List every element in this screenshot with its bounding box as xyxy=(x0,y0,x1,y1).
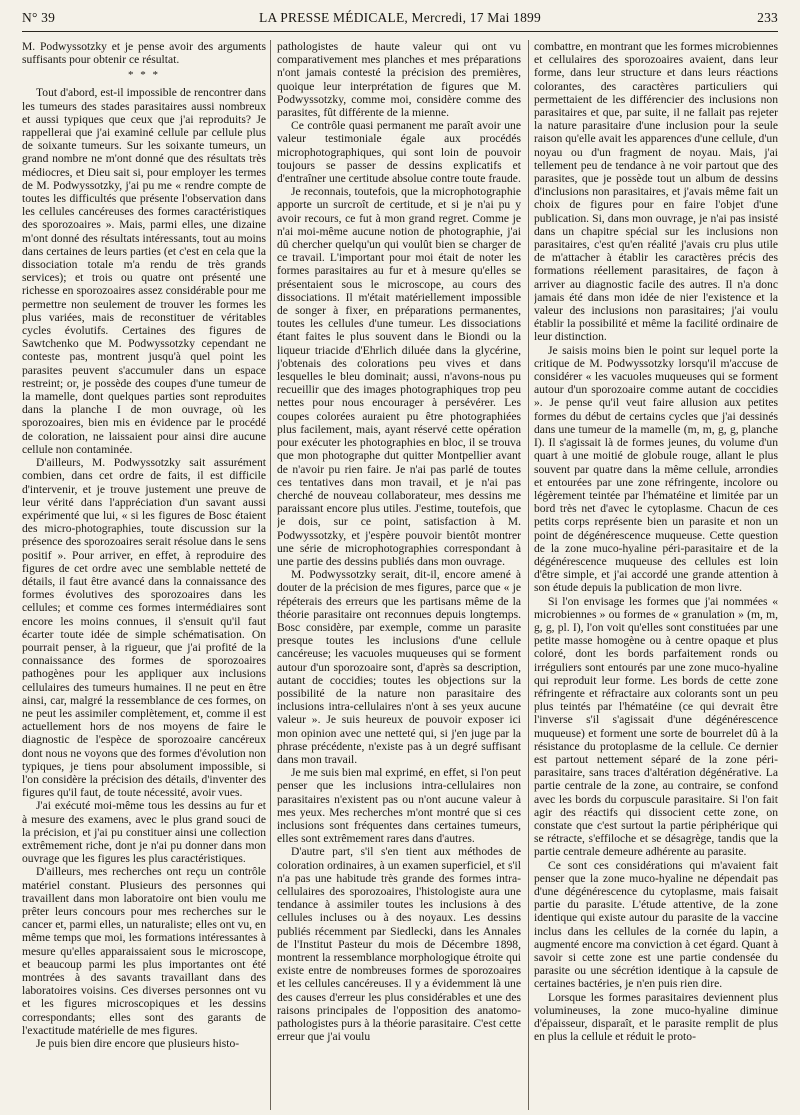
paragraph: M. Podwyssotzky et je pense avoir des arguments suffisants pour obtenir ce résultat. xyxy=(22,40,266,67)
paragraph: Je puis bien dire encore que plusieurs histo- xyxy=(36,1037,240,1051)
paragraph: pathologistes de haute valeur qui ont vu comparativement mes planches et mes préparations n'ont jamais contesté la précision des premières, quoique leur interprétation de figures que M. Podwyssotzky, comme moi, considère comme des parasites, fût différente de la mienne. xyxy=(277,40,521,120)
paragraph: D'ailleurs, M. Podwyssotzky sait assurément combien, dans cet ordre de faits, il est difficile d'intervenir, et je trouve justement une preuve de leur vérité dans l'appréciation d'un savant aussi expérimenté que lui, « si les figures de Bosc étaient des micro-photographies, toute discussion sur la présence des sporozoaires serait résolue dans le sens positif ». Pour arriver, en effet, à reproduire des figures de cet ordre avec une semblable netteté de détails, il faut être avancé dans la connaissance des formes évolutives des sporozoaires dans les cellules; et comme ces formes intermédiaires sont encore les moins connues, il s'ensuit qu'il faut écarter toute idée de simple schématisation. On pourrait penser, à la rigueur, que j'ai profité de la connaissance des formes de sporozoaires pathogènes pour les appliquer aux inclusions cellulaires des tumeurs humaines. Il ne peut en être ainsi, car, malgré la ressemblance de ces formes, on ne peut les assimiler complètement, et, comme il est actuellement hors de nos moyens de faire le diagnostic de l'espèce de sporozoaire cancéreux dont nous ne voyons que des formes d'évolution non typiques, je tiens pour absolument impossible, si l'on considère la précision des détails, d'inventer des figures qu'il faut, de toute nécessité, avoir vues. xyxy=(22,456,266,800)
paragraph: combattre, en montrant que les formes microbiennes et cellulaires des sporozoaires avaient, dans leur forme, dans leur structure et dans leurs réactions colorantes, des caractères particuliers qui permettaient de les différencier des inclusions non parasitaires et que, par suite, il ne fallait pas rejeter la nature parasitaire d'une inclusion pour la seule raison qu'elle avait les apparences d'une cellule, d'un noyau ou d'un fragment de noyau. Mais, j'ai tellement peu de tendance à ne voir partout que des parasites, que je possède tout un album de dessins d'inclusions non parasitaires, et j'avais même fait un choix de figures pour en faire l'objet d'une publication. Si, dans mon ouvrage, je n'ai pas insisté dans un chapitre spécial sur les inclusions non parasitaires, c'est qu'en réalité j'avais cru plus utile de m'attacher à établir les caractères précis des formations réellement parasitaires, de façon à arriver au diagnostic facile des autres. Il n'a donc jamais été dans mon idée de nier l'existence et la valeur des inclusions non parasitaires; j'ai voulu établir la possibilité et même la facilité ordinaire de leur distinction. xyxy=(534,40,778,344)
paragraph: Ce sont ces considérations qui m'avaient fait penser que la zone muco-hyaline ne dépendait pas d'une dégénérescence du cytoplasme, mais faisait partie du parasite. L'étude attentive, de la zone identique qui existe autour du parasite de la vaccine inclus dans les cellules de la cornée du lapin, a augmenté encore ma conviction à cet égard. Quant à savoir si cette zone est une partie condensée du parasite ou une sécrétion identique à la capsule de certaines bactéries, je n'en puis rien dire. xyxy=(534,858,778,991)
paragraph: Je me suis bien mal exprimé, en effet, si l'on peut penser que les inclusions intra-cellulaires non parasitaires n'existent pas ou n'ont aucune valeur à mes yeux. Mes recherches m'ont montré que si ces inclusions sont fréquentes dans certaines tumeurs, elles sont extrêmement rares dans d'autres. xyxy=(277,766,521,846)
text-column-3 xyxy=(534,40,778,1112)
section-separator: * * * xyxy=(128,69,160,82)
page-header xyxy=(22,10,778,30)
paragraph: M. Podwyssotzky serait, dit-il, encore amené à douter de la précision de mes figures, parce que « je répéterais des erreurs que les partisans même de la théorie parasitaire ont reconnues depuis longtemps. Bosc considère, par exemple, comme un parasite presque toutes les inclusions d'une cellule cancéreuse; les vacuoles muqueuses qui se forment autour d'un sporozoaire sont, d'après sa description, autant de coccidies; toutes les objections sur la possibilité de la nature non parasitaire des inclusions intra-cellulaires n'ont à ses yeux aucune valeur ». Je suis heureux de pouvoir exposer ici mon opinion avec une netteté qui, si j'en juge par la phrase précédente, n'existe pas à un degré suffisant dans mon travail. xyxy=(277,568,521,766)
text-column-1 xyxy=(22,40,266,1112)
paragraph: J'ai exécuté moi-même tous les dessins au fur et à mesure des examens, avec le plus grand souci de la précision, et j'ai pu constituer ainsi une collection extrêmement riche, dont je n'ai pu donner dans mon ouvrage que les figures les plus caractéristiques. xyxy=(22,799,266,866)
column-divider xyxy=(270,40,271,1110)
paragraph: D'autre part, s'il s'en tient aux méthodes de coloration ordinaires, à un examen superficiel, et s'il n'a pas une habitude très grande des formes intra-cellulaires des sporozoaires, l'histologiste aura une tendance à assimiler toutes les inclusions à des cellules incluses ou à des noyaux. Les dessins publiés récemment par Siedlecki, dans les Annales de l'Institut Pasteur du mois de Décembre 1898, montrent la ressemblance morphologique étroite qui existe entre de nombreuses formes de sporozoaires et les cellules cancéreuses. Il y a évidemment là une des causes d'erreur les plus considérables et une des raisons principales de l'opposition des anatomo-pathologistes purs à la théorie parasitaire. C'est cette erreur que j'ai voulu xyxy=(277,845,521,1044)
text-column-2 xyxy=(277,40,521,1112)
paragraph: Ce contrôle quasi permanent me paraît avoir une valeur testimoniale égale aux procédés microphotographiques, qui sont loin de pouvoir toujours se passer de dessins explicatifs et d'entraîner une certitude absolue contre toute fraude. xyxy=(277,119,521,186)
paragraph: Je saisis moins bien le point sur lequel porte la critique de M. Podwyssotzky lorsqu'il m'accuse de considérer « les vacuoles muqueuses qui se forment autour d'un sporozoaire comme autant de coccidies ». Je pense qu'il veut faire allusion aux petites formes du début de certains cycles que j'ai dessinés dans une tumeur de la mamelle (m, m, g, g, planche I). Il s'agissait là de formes jeunes, du volume d'un quart à une moitié de globule rouge, allant le plus souvent par quatre dans la même cellule, arrondies et entourées par une zone réfringente, incolore ou légèrement teintée par l'hématéine et limitée par un bord très net d'avec le cytoplasme. Chacun de ces petits corps représente bien un parasite et non un point de dégénérescence muqueuse. Cette question de la zone muco-hyaline péri-parasitaire et de la dégénérescence muqueuse des cellules est loin d'être simple, et j'ai accordé une grande attention à son étude depuis la publication de mon livre. xyxy=(534,343,778,595)
masthead: LA PRESSE MÉDICALE, Mercredi, 17 Mai 1899 xyxy=(259,10,541,25)
header-rule xyxy=(22,31,778,32)
paragraph: Lorsque les formes parasitaires deviennent plus volumineuses, la zone muco-hyaline diminue d'épaisseur, disparaît, et le parasite remplit de plus en plus la cellule et réduit le proto- xyxy=(534,990,778,1044)
issue-number: N° 39 xyxy=(22,10,56,25)
paragraph: Tout d'abord, est-il impossible de rencontrer dans les tumeurs des stades parasitaires aussi nombreux et aussi typiques que ceux que j'ai reproduits? Je rappellerai que j'ai examiné cellule par cellule plus de soixante tumeurs. Sur les soixante tumeurs, un grand nombre ne m'ont donné que des résultats très médiocres, et Dieu sait si, pour employer les termes de M. Podwyssotzky, j'ai pu me « rendre compte de toutes les difficultés que présente l'observation dans les cellules cancéreuses des formes caractéristiques des sporozoaires ». Mais, parmi elles, une dizaine m'ont donné des résultats intéressants, tout au moins dans certaines de leurs parties (et c'est en cela que la dissociation totale m'a rendu de très grands services); et trois ou quatre ont présenté une richesse en sporozoaires assez considérable pour me permettre non seulement de trouver les formes les plus variées, mais de reconstituer de véritables cycles évolutifs. Certaines des figures de Sawtchenko que M. Podwyssotzky cependant ne conteste pas, montrent jusqu'à quel point les parasites peuvent s'accumuler dans un espace restreint; or, je possède des coupes d'une tumeur de la mamelle, dont quelques parties sont reproduites dans la planche I de mon ouvrage, où les sporozoaires, bien mis en évidence par le procédé de coloration, ne laissaient pour ainsi dire aucune cellule non contaminée. xyxy=(22,86,266,456)
column-divider xyxy=(528,40,529,1110)
paragraph: D'ailleurs, mes recherches ont reçu un contrôle matériel constant. Plusieurs des personnes qui travaillent dans mon laboratoire ont bien voulu me prêter leurs concours pour mes recherches sur le cancer et, parmi elles, un naturaliste; elles ont vu, en même temps que moi, les formations intéressantes à mesure qu'elles apparaissaient sous le microscope, et beaucoup parmi les plus importantes ont été montrées à des savants travaillant dans des laboratoires voisins. Ces diverses personnes ont vu et les figures microscopiques et les dessins correspondants; elles sont des garants de l'exactitude matérielle de mes figures. xyxy=(22,865,266,1037)
page-number: 233 xyxy=(757,10,778,25)
paragraph: Si l'on envisage les formes que j'ai nommées « microbiennes » ou formes de « granulation » (m, m, g, g, pl. I), l'on voit qu'elles sont constituées par une petite masse homogène ou à centre opaque et plus coloré, dont les bords parfaitement ronds ou irréguliers sont entourés par une zone muco-hyaline qui reproduit leur forme. Les bords de cette zone réfringente et réfractaire aux colorants sont un peu plus teintés par l'hématéine (ce qui devrait être l'inverse s'il s'agissait d'une dégénérescence muqueuse) et forment une sorte de bourrelet dû à la résistance du protoplasme de la cellule. Ce dernier est partout nettement séparé de la zone péri-parasitaire, sans traces d'altération dégénérative. La partie centrale de la zone, au contraire, se confond avec les bords du corpuscule parasitaire. Si l'on fait agir des réactifs qui dissocient cette zone, on constate que c'est surtout la partie périphérique qui se rétracte, s'effiloche et se désagrège, tandis que la partie centrale demeure adhérente au parasite. xyxy=(534,594,778,859)
paragraph: Je reconnais, toutefois, que la microphotographie apporte un surcroît de certitude, et si je n'ai pu y avoir recours, ce fut à mon grand regret. Comme je n'ai moi-même aucune notion de photographie, j'ai dû chercher quelqu'un qui voulût bien se charger de ce travail. L'important pour moi était de noter les formes parasitaires au fur et à mesure qu'elles se présentaient sous le microscope, au cours des dissociations. Il m'était matériellement impossible de songer à fixer, en préparations permanentes, toutes les cellules d'une tumeur. Les dissociations étant faites le plus souvent dans le Biondi ou la liqueur triacide d'Ehrlich diluée dans la glycérine, j'obtenais des colorations peu vives et dans lesquelles le bleu dominait; aussi, n'avons-nous pu recueillir que des images photographiques trop peu nettes pour nous encourager à persévérer. Les coupes colorées auraient pu être photographiées plus facilement, mais, ayant réservé cette opération pour exécuter les photographies en bloc, il se trouva que mon photographe dut quitter Montpellier avant de n'avoir pu rien faire. Je n'ai pas parlé de toutes ces tentatives dans mon travail, et je n'ai pas cherché de nouveau collaborateur, mes dessins me paraissant encore plus utiles. J'estime, toutefois, que je dois, sur ce point, satisfaction à M. Podwyssotzky, et j'espère pouvoir bientôt montrer une série de microphotographies correspondant à une partie des dessins publiés dans mon ouvrage. xyxy=(277,185,521,568)
